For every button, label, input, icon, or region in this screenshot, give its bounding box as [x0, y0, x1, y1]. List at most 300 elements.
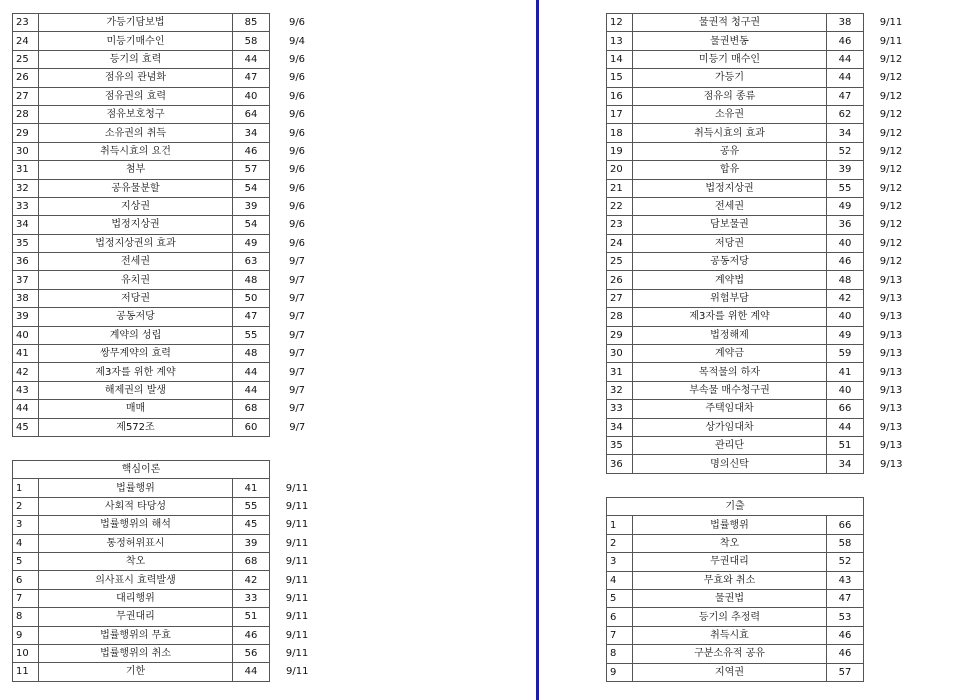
row-date: 9/7: [288, 256, 306, 268]
table-row: [607, 142, 919, 160]
row-topic: 점유의 종류: [633, 87, 827, 105]
row-date: 9/11: [879, 17, 903, 29]
row-topic: 제572조: [39, 418, 233, 436]
row-date: 9/6: [288, 53, 306, 65]
row-score: 60: [233, 418, 270, 436]
row-number: 35: [607, 436, 633, 454]
row-topic: 해제권의 발생: [39, 381, 233, 399]
row-date: 9/6: [288, 109, 306, 121]
row-number: 42: [13, 363, 39, 381]
row-date: 9/6: [288, 145, 306, 157]
table-row: [607, 326, 919, 344]
row-date: 9/11: [285, 537, 309, 549]
row-number: 9: [13, 626, 39, 644]
row-topic: 등기의 추정력: [633, 608, 827, 626]
row-topic: 공유: [633, 142, 827, 160]
row-date: 9/11: [285, 500, 309, 512]
row-score: 62: [827, 105, 864, 123]
table-row: [13, 479, 325, 497]
row-date: 9/6: [288, 17, 306, 29]
table-row: [607, 124, 919, 142]
table-row: [607, 381, 919, 399]
row-number: 6: [607, 608, 633, 626]
row-score: 46: [827, 253, 864, 271]
row-score: 66: [827, 516, 864, 534]
row-number: 36: [13, 253, 39, 271]
row-score: 46: [827, 626, 864, 644]
table-row: [607, 216, 919, 234]
row-score: 47: [827, 87, 864, 105]
row-score: 44: [827, 69, 864, 87]
row-number: 4: [13, 534, 39, 552]
row-number: 9: [607, 663, 633, 681]
table-row: [607, 663, 864, 681]
row-date: 9/6: [288, 72, 306, 84]
row-topic: 부속물 매수청구권: [633, 381, 827, 399]
table-row: [13, 663, 325, 681]
table-row: [607, 363, 919, 381]
table-row: [13, 69, 325, 87]
row-score: 46: [233, 626, 270, 644]
row-date: 9/11: [879, 35, 903, 47]
row-topic: 법률행위: [633, 516, 827, 534]
row-date: 9/7: [288, 348, 306, 360]
row-topic: 무권대리: [39, 608, 233, 626]
row-date: 9/11: [285, 592, 309, 604]
table-row: [13, 179, 325, 197]
row-score: 34: [827, 124, 864, 142]
row-number: 25: [13, 50, 39, 68]
table-row: [607, 589, 864, 607]
table-row: [13, 608, 325, 626]
row-topic: 첨부: [39, 161, 233, 179]
table-row: [13, 363, 325, 381]
page-divider: [536, 0, 539, 700]
row-number: 31: [607, 363, 633, 381]
row-score: 47: [233, 308, 270, 326]
row-topic: 법률행위: [39, 479, 233, 497]
table-row: [607, 234, 919, 252]
row-date: 9/13: [879, 440, 903, 452]
row-score: 53: [827, 608, 864, 626]
row-date: 9/11: [285, 648, 309, 660]
table-row: [607, 50, 919, 68]
row-topic: 전세권: [633, 197, 827, 215]
row-topic: 법률행위의 해석: [39, 516, 233, 534]
section-title: 기출: [607, 498, 864, 516]
table-row: [607, 516, 864, 534]
row-score: 40: [827, 308, 864, 326]
row-score: 40: [233, 87, 270, 105]
row-date: 9/6: [288, 182, 306, 194]
row-topic: 계약금: [633, 345, 827, 363]
row-number: 33: [607, 400, 633, 418]
row-date: 9/13: [879, 311, 903, 323]
table-row: [13, 381, 325, 399]
row-number: 7: [13, 589, 39, 607]
table-row: [607, 105, 919, 123]
row-date: 9/7: [288, 366, 306, 378]
row-topic: 담보물권: [633, 216, 827, 234]
row-date: 9/6: [288, 164, 306, 176]
row-number: 16: [607, 87, 633, 105]
row-score: 42: [827, 289, 864, 307]
table-row: [607, 418, 919, 436]
row-topic: 상가임대차: [633, 418, 827, 436]
row-topic: 기한: [39, 663, 233, 681]
table-row: [13, 142, 325, 160]
row-number: 32: [13, 179, 39, 197]
row-number: 29: [607, 326, 633, 344]
row-topic: 취득시효의 효과: [633, 124, 827, 142]
row-score: 47: [233, 69, 270, 87]
table-header-row: [607, 498, 864, 516]
row-number: 10: [13, 644, 39, 662]
row-topic: 구분소유적 공유: [633, 645, 827, 663]
row-score: 54: [233, 179, 270, 197]
row-score: 44: [233, 663, 270, 681]
row-number: 32: [607, 381, 633, 399]
row-score: 49: [827, 197, 864, 215]
row-score: 52: [827, 142, 864, 160]
row-date: 9/12: [879, 109, 903, 121]
row-number: 5: [607, 589, 633, 607]
right-top-table: [606, 13, 919, 474]
row-topic: 무권대리: [633, 553, 827, 571]
row-number: 23: [607, 216, 633, 234]
row-number: 31: [13, 161, 39, 179]
row-number: 24: [607, 234, 633, 252]
row-date: 9/12: [879, 90, 903, 102]
row-score: 56: [233, 644, 270, 662]
row-score: 47: [827, 589, 864, 607]
row-date: 9/6: [288, 201, 306, 213]
row-score: 46: [233, 142, 270, 160]
row-number: 45: [13, 418, 39, 436]
row-topic: 미등기 매수인: [633, 50, 827, 68]
row-date: 9/13: [879, 293, 903, 305]
row-score: 49: [827, 326, 864, 344]
row-number: 17: [607, 105, 633, 123]
table-row: [607, 436, 919, 454]
row-date: 9/7: [288, 274, 306, 286]
row-topic: 법정해제: [633, 326, 827, 344]
row-score: 42: [233, 571, 270, 589]
row-score: 39: [827, 161, 864, 179]
row-topic: 전세권: [39, 253, 233, 271]
left-top-table: [12, 13, 325, 437]
row-topic: 법정지상권: [39, 216, 233, 234]
row-date: 9/13: [879, 274, 903, 286]
row-score: 44: [233, 381, 270, 399]
row-score: 50: [233, 289, 270, 307]
table-row: [607, 271, 919, 289]
row-number: 34: [13, 216, 39, 234]
row-topic: 공유물분할: [39, 179, 233, 197]
table-row: [13, 571, 325, 589]
table-row: [607, 253, 919, 271]
row-topic: 사회적 타당성: [39, 497, 233, 515]
left-bottom-table: [12, 460, 325, 682]
table-row: [13, 345, 325, 363]
row-score: 41: [233, 479, 270, 497]
row-score: 64: [233, 105, 270, 123]
row-topic: 쌍무계약의 효력: [39, 345, 233, 363]
row-date: 9/7: [288, 403, 306, 415]
table-row: [607, 455, 919, 473]
row-topic: 물권법: [633, 589, 827, 607]
table-row: [607, 32, 919, 50]
row-score: 57: [233, 161, 270, 179]
row-number: 44: [13, 400, 39, 418]
row-score: 49: [233, 234, 270, 252]
row-number: 26: [607, 271, 633, 289]
row-date: 9/12: [879, 164, 903, 176]
row-score: 40: [827, 234, 864, 252]
row-topic: 물권변동: [633, 32, 827, 50]
row-number: 33: [13, 197, 39, 215]
row-score: 54: [233, 216, 270, 234]
row-topic: 계약의 성립: [39, 326, 233, 344]
row-number: 28: [13, 105, 39, 123]
row-score: 48: [827, 271, 864, 289]
row-date: 9/12: [879, 72, 903, 84]
row-score: 41: [827, 363, 864, 381]
row-score: 38: [827, 14, 864, 32]
row-number: 1: [607, 516, 633, 534]
row-topic: 주택임대차: [633, 400, 827, 418]
row-date: 9/11: [285, 519, 309, 531]
row-number: 22: [607, 197, 633, 215]
row-topic: 목적물의 하자: [633, 363, 827, 381]
row-date: 9/11: [285, 574, 309, 586]
row-date: 9/6: [288, 127, 306, 139]
table-row: [607, 69, 919, 87]
row-score: 55: [233, 497, 270, 515]
table-row: [13, 418, 325, 436]
row-topic: 가등기: [633, 69, 827, 87]
row-date: 9/6: [288, 90, 306, 102]
row-score: 34: [827, 455, 864, 473]
row-topic: 의사표시 효력발생: [39, 571, 233, 589]
row-number: 34: [607, 418, 633, 436]
table-row: [607, 197, 919, 215]
row-score: 34: [233, 124, 270, 142]
table-row: [13, 234, 325, 252]
row-date: 9/7: [288, 385, 306, 396]
row-topic: 점유보호청구: [39, 105, 233, 123]
row-score: 46: [827, 645, 864, 663]
table-row: [13, 271, 325, 289]
row-topic: 소유권의 취득: [39, 124, 233, 142]
row-topic: 대리행위: [39, 589, 233, 607]
table-row: [13, 589, 325, 607]
row-score: 39: [233, 197, 270, 215]
row-score: 68: [233, 400, 270, 418]
row-date: 9/12: [879, 219, 903, 231]
row-score: 66: [827, 400, 864, 418]
row-number: 26: [13, 69, 39, 87]
row-score: 57: [827, 663, 864, 681]
row-score: 48: [233, 345, 270, 363]
row-score: 52: [827, 553, 864, 571]
row-date: 9/7: [288, 329, 306, 341]
row-topic: 명의신탁: [633, 455, 827, 473]
row-score: 44: [827, 418, 864, 436]
row-number: 6: [13, 571, 39, 589]
row-number: 37: [13, 271, 39, 289]
row-topic: 통정허위표시: [39, 534, 233, 552]
row-topic: 저당권: [39, 289, 233, 307]
row-topic: 위험부담: [633, 289, 827, 307]
row-date: 9/13: [879, 366, 903, 378]
table-row: [13, 516, 325, 534]
row-score: 33: [233, 589, 270, 607]
table-row: [607, 14, 919, 32]
row-date: 9/13: [880, 458, 903, 470]
table-row: [13, 14, 325, 32]
row-score: 58: [827, 534, 864, 552]
table-row: [13, 124, 325, 142]
row-topic: 유치권: [39, 271, 233, 289]
row-topic: 취득시효: [633, 626, 827, 644]
row-date: 9/13: [879, 421, 903, 433]
row-date: 9/13: [879, 385, 903, 396]
row-topic: 가등기담보법: [39, 14, 233, 32]
row-number: 20: [607, 161, 633, 179]
row-number: 14: [607, 50, 633, 68]
table-row: [13, 50, 325, 68]
row-date: 9/11: [285, 482, 309, 494]
row-date: 9/11: [285, 629, 309, 641]
row-score: 36: [827, 216, 864, 234]
row-topic: 제3자를 위한 계약: [39, 363, 233, 381]
row-score: 51: [827, 436, 864, 454]
row-number: 8: [607, 645, 633, 663]
row-date: 9/12: [879, 127, 903, 139]
row-number: 12: [607, 14, 633, 32]
row-topic: 공동저당: [39, 308, 233, 326]
row-topic: 법률행위의 취소: [39, 644, 233, 662]
table-row: [607, 553, 864, 571]
row-date: 9/7: [289, 421, 306, 433]
row-date: 9/4: [288, 35, 306, 47]
row-topic: 소유권: [633, 105, 827, 123]
table-row: [13, 497, 325, 515]
row-date: 9/11: [286, 666, 309, 678]
table-row: [13, 644, 325, 662]
section-title: 핵심이론: [13, 461, 270, 479]
row-score: 48: [233, 271, 270, 289]
row-score: 85: [233, 14, 270, 32]
row-number: 18: [607, 124, 633, 142]
row-number: 11: [13, 663, 39, 681]
row-topic: 매매: [39, 400, 233, 418]
table-row: [13, 308, 325, 326]
row-topic: 착오: [633, 534, 827, 552]
table-row: [13, 289, 325, 307]
table-row: [13, 253, 325, 271]
row-date: 9/12: [879, 145, 903, 157]
table-row: [607, 179, 919, 197]
row-number: 38: [13, 289, 39, 307]
row-topic: 지역권: [633, 663, 827, 681]
table-row: [13, 552, 325, 570]
row-topic: 법정지상권의 효과: [39, 234, 233, 252]
row-number: 2: [13, 497, 39, 515]
row-number: 35: [13, 234, 39, 252]
table-row: [13, 32, 325, 50]
row-score: 44: [827, 50, 864, 68]
row-number: 19: [607, 142, 633, 160]
row-date: 9/12: [879, 182, 903, 194]
table-row: [607, 534, 864, 552]
row-date: 9/7: [288, 311, 306, 323]
table-row: [607, 608, 864, 626]
row-number: 40: [13, 326, 39, 344]
row-topic: 착오: [39, 552, 233, 570]
row-score: 39: [233, 534, 270, 552]
row-date: 9/13: [879, 348, 903, 360]
row-score: 40: [827, 381, 864, 399]
row-topic: 취득시효의 요건: [39, 142, 233, 160]
table-row: [13, 197, 325, 215]
row-number: 28: [607, 308, 633, 326]
table-row: [13, 216, 325, 234]
row-score: 45: [233, 516, 270, 534]
table-row: [607, 289, 919, 307]
row-topic: 점유의 관념화: [39, 69, 233, 87]
row-topic: 점유권의 효력: [39, 87, 233, 105]
table-row: [607, 626, 864, 644]
row-number: 41: [13, 345, 39, 363]
table-row: [13, 161, 325, 179]
row-number: 15: [607, 69, 633, 87]
row-topic: 법률행위의 무효: [39, 626, 233, 644]
table-row: [607, 400, 919, 418]
row-date: 9/6: [288, 237, 306, 249]
row-date: 9/7: [288, 293, 306, 305]
row-score: 46: [827, 32, 864, 50]
row-score: 63: [233, 253, 270, 271]
row-number: 30: [607, 345, 633, 363]
row-score: 55: [827, 179, 864, 197]
row-date: 9/12: [879, 53, 903, 65]
table-row: [13, 534, 325, 552]
row-date: 9/13: [879, 329, 903, 341]
row-number: 3: [13, 516, 39, 534]
row-number: 24: [13, 32, 39, 50]
row-number: 39: [13, 308, 39, 326]
row-score: 51: [233, 608, 270, 626]
row-number: 2: [607, 534, 633, 552]
row-number: 4: [607, 571, 633, 589]
row-number: 29: [13, 124, 39, 142]
row-number: 21: [607, 179, 633, 197]
row-topic: 합유: [633, 161, 827, 179]
row-score: 43: [827, 571, 864, 589]
table-row: [13, 626, 325, 644]
row-topic: 물권적 청구권: [633, 14, 827, 32]
row-number: 8: [13, 608, 39, 626]
row-number: 30: [13, 142, 39, 160]
row-score: 44: [233, 50, 270, 68]
table-row: [607, 308, 919, 326]
row-score: 68: [233, 552, 270, 570]
row-date: 9/13: [879, 403, 903, 415]
table-row: [13, 87, 325, 105]
row-score: 59: [827, 345, 864, 363]
